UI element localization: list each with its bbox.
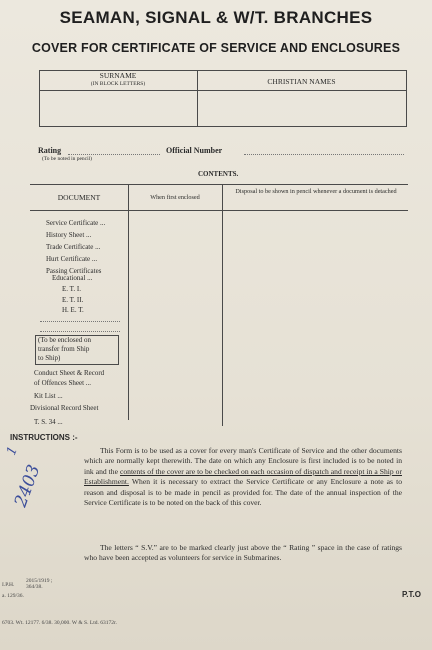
- instructions-paragraph-1: This Form is to be used as a cover for every man's Certificate of Service and the other documents which are normally kept therewith. The date on which any Enclosure is first included is to be noted in ink and the contents of the cover are to be checked on each occasion of dispatch and receipt in a Ship or Establishment. When it is necessary to extract the Service Certificate or any Enclosure a note as to reason and disposal is to be made in pencil as provided for. The date of the annual inspection of the Service Certificate is to be noted on the back of this cover.: [84, 446, 402, 508]
- list-item: transfer from Ship: [38, 345, 90, 353]
- list-item: T. S. 34 ...: [34, 418, 63, 426]
- list-item: Hurt Certificate ...: [46, 255, 98, 263]
- list-item: of Offences Sheet ...: [34, 379, 92, 387]
- disposal-column-header: Disposal to be shown in pencil whenever a document is detached: [235, 188, 397, 195]
- footer-ref-a: a. 129/36.: [2, 593, 24, 599]
- list-item: Conduct Sheet & Record: [34, 369, 105, 377]
- list-item: Service Certificate ...: [46, 219, 106, 227]
- form-title: SEAMAN, SIGNAL & W/T. BRANCHES: [59, 8, 373, 27]
- list-item: H. E. T.: [62, 306, 84, 314]
- list-item: Educational ...: [52, 274, 93, 282]
- contents-heading: CONTENTS.: [198, 170, 239, 178]
- list-item: Passing Certificates: [46, 267, 102, 275]
- list-item: (To be enclosed on: [38, 336, 91, 344]
- list-item: Trade Certificate ...: [46, 243, 101, 251]
- rating-label: Rating: [38, 146, 62, 155]
- list-item: Divisional Record Sheet: [30, 404, 99, 412]
- list-item: E. T. I.: [62, 285, 81, 293]
- pto-label: P.T.O: [402, 590, 421, 599]
- footer-ref-iph: I.P.H.: [2, 582, 15, 588]
- handwritten-mark: 1: [4, 444, 22, 458]
- first-enclosed-column-header: When first enclosed: [150, 194, 200, 201]
- list-item: Kit List ...: [34, 392, 63, 400]
- document-column-header: DOCUMENT: [57, 193, 101, 202]
- instructions-heading: INSTRUCTIONS :-: [10, 433, 78, 442]
- official-number-label: Official Number: [166, 146, 223, 155]
- christian-names-label: CHRISTIAN NAMES: [267, 77, 336, 86]
- list-item: to Ship): [38, 354, 61, 362]
- rating-note: (To be noted in pencil): [42, 156, 93, 162]
- footer-ref-numbers: 2015/1919 ; 364/38.: [26, 578, 53, 590]
- list-item: History Sheet ...: [46, 231, 92, 239]
- handwritten-number: 2403: [10, 462, 45, 510]
- list-item: E. T. II.: [62, 296, 84, 304]
- instructions-paragraph-2: The letters “ S.V.” are to be marked clearly just above the “ Rating ” space in the case of ratings who have been accepted as volunteers for service in Submarines.: [84, 543, 402, 563]
- surname-label: SURNAME (IN BLOCK LETTERS): [90, 71, 146, 87]
- form-subtitle: COVER FOR CERTIFICATE OF SERVICE AND ENCLOSURES: [31, 41, 401, 55]
- printer-line: 6703. Wt. 12177. 6/38. 30,000. W & S. Ltd. 63172r.: [2, 620, 117, 626]
